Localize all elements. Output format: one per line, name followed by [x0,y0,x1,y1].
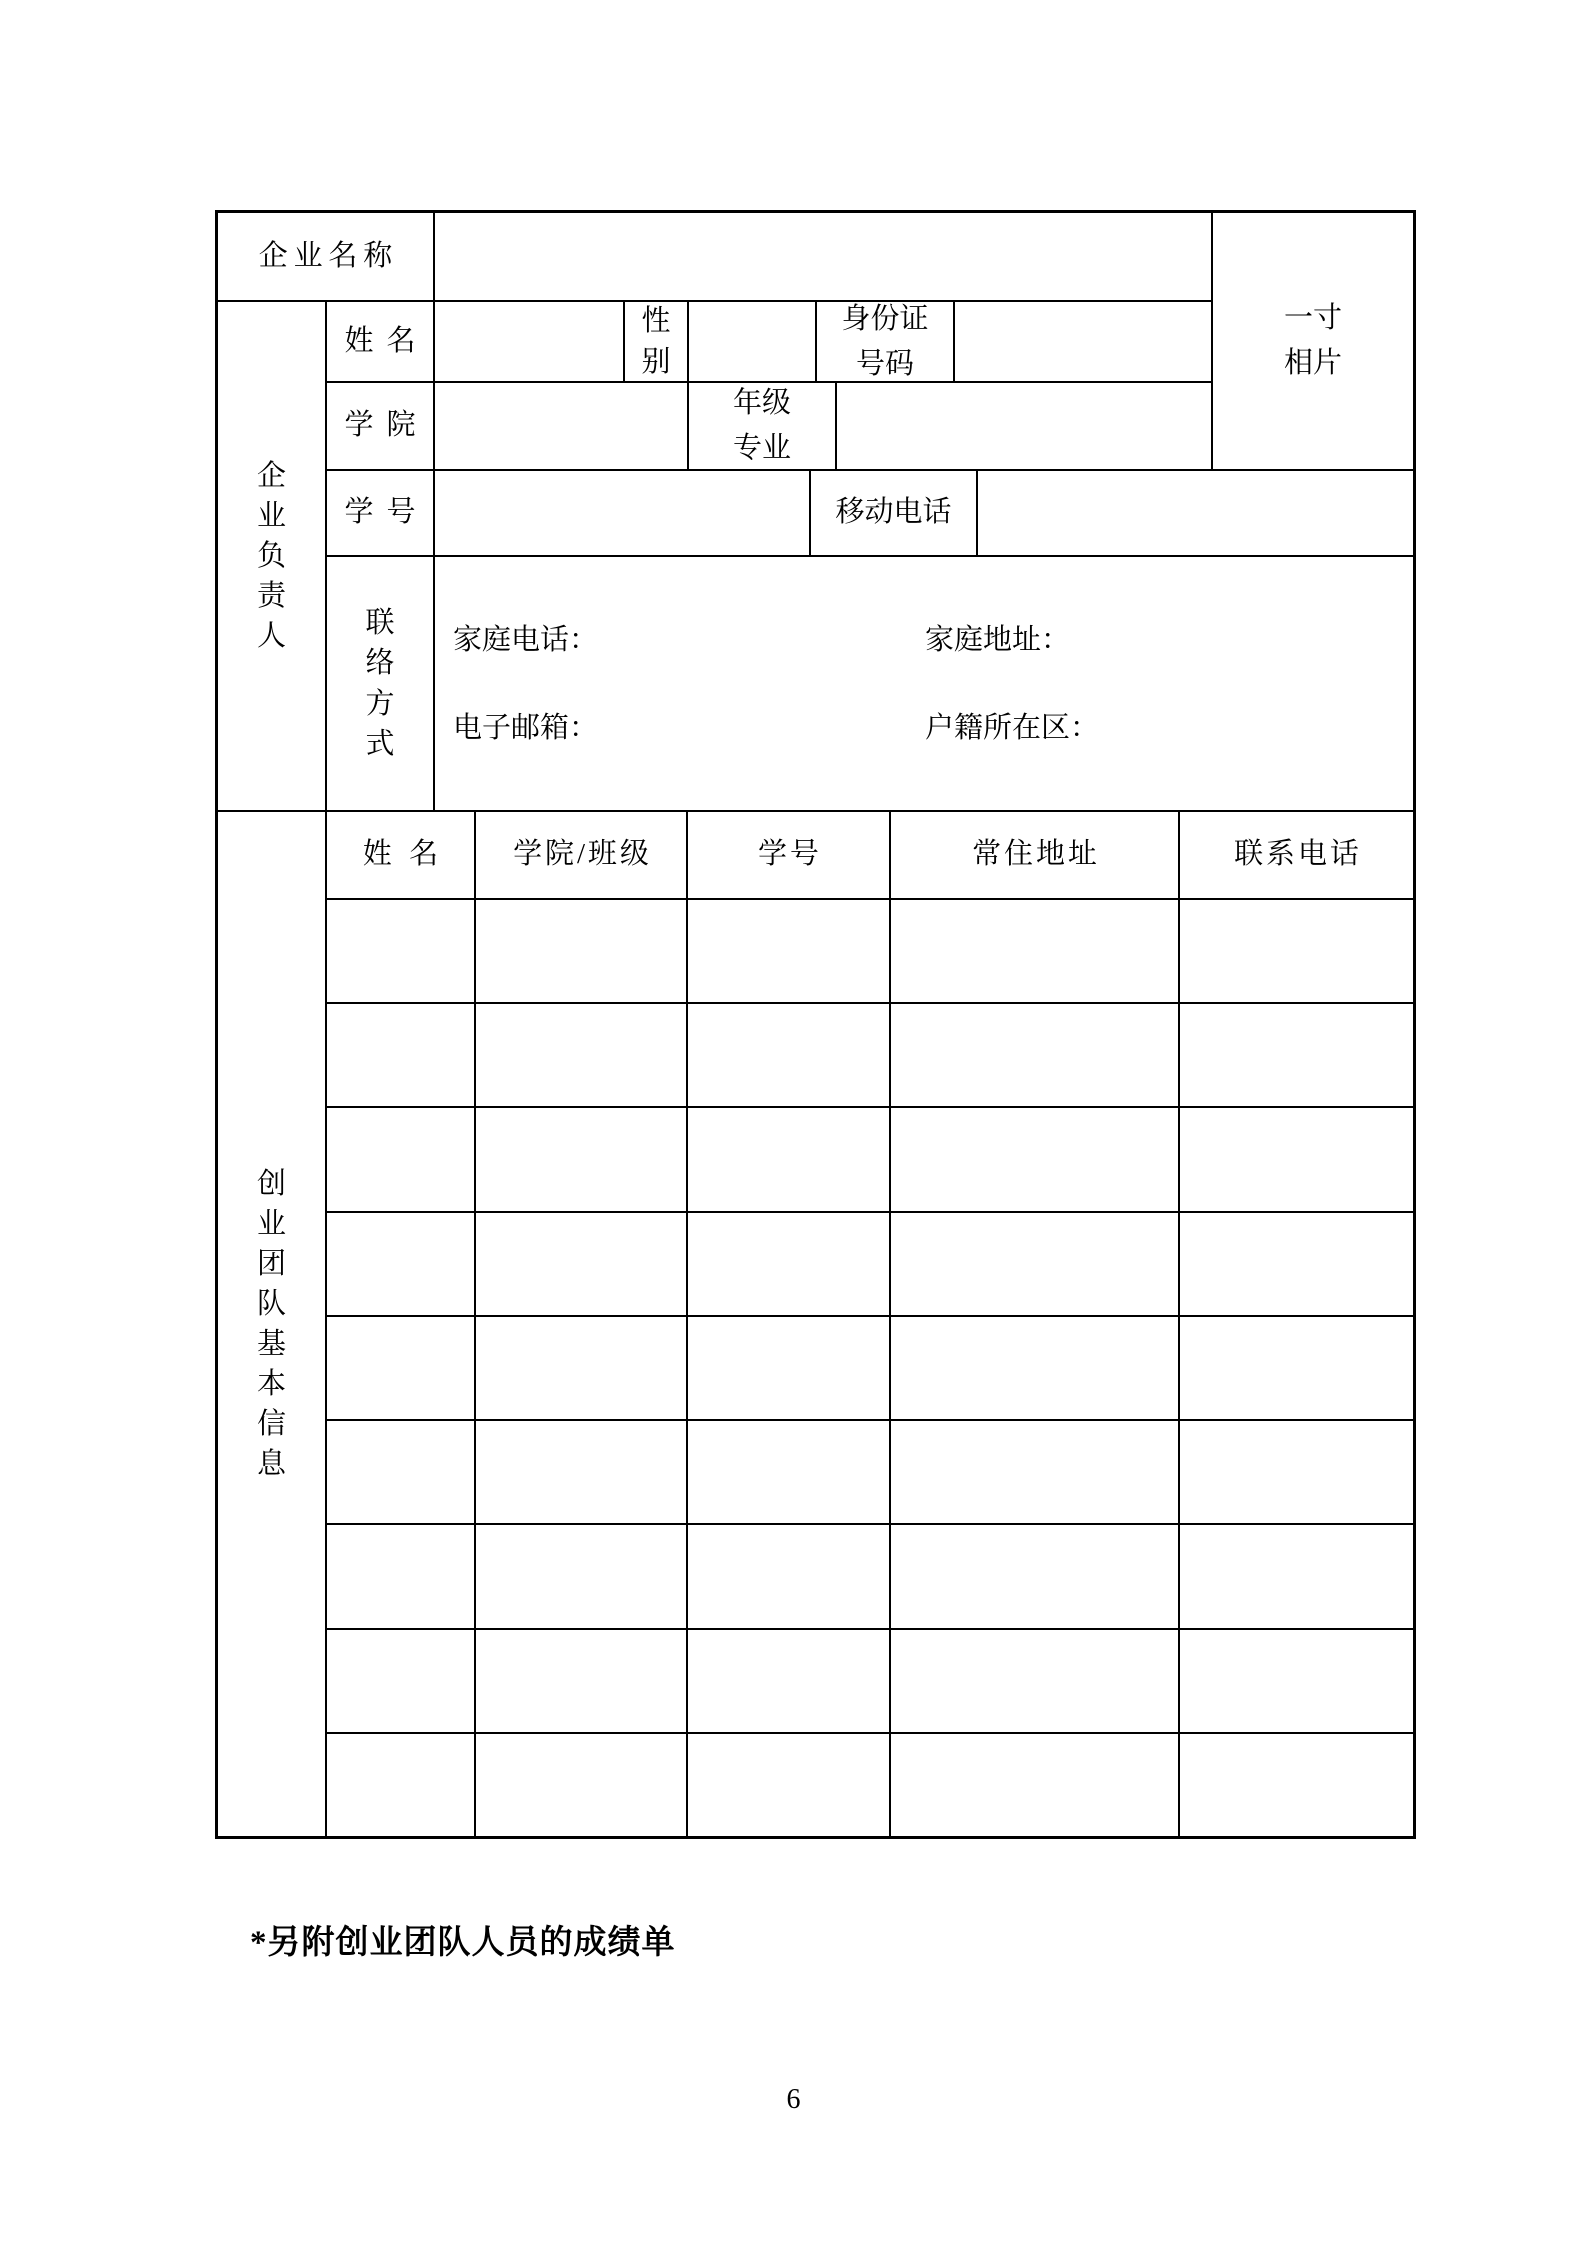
leader-id-label-cell [815,300,953,381]
team-header-phone: 联系电话 [1178,810,1413,898]
team-cell-r3-c1 [325,1106,474,1210]
leader-gender-field [687,300,815,381]
team-cell-r4-c2 [474,1211,686,1315]
leader-gender-label-cell [623,300,687,381]
contact-line-1 [435,621,1413,659]
leader-contact-content [433,555,1413,810]
team-cell-r1-c2 [474,898,686,1002]
team-cell-r2-c3 [686,1002,889,1106]
team-cell-r6-c5 [1178,1419,1413,1523]
leader-mobile-field [976,469,1413,555]
team-cell-r6-c3 [686,1419,889,1523]
photo-cell [1211,213,1413,469]
team-cell-r5-c4 [889,1315,1178,1419]
team-cell-r9-c3 [686,1732,889,1836]
team-cell-r7-c4 [889,1523,1178,1627]
team-cell-r4-c5 [1178,1211,1413,1315]
leader-college-field [433,381,687,469]
application-form-table [215,210,1416,1839]
team-cell-r9-c4 [889,1732,1178,1836]
team-header-college-class: 学院/班级 [474,810,686,898]
team-section-label-cell [218,810,325,1836]
leader-grade-major-label-cell [687,381,835,469]
home-phone-label: 家庭电话： [453,623,599,656]
team-cell-r7-c2 [474,1523,686,1627]
team-cell-r2-c2 [474,1002,686,1106]
photo-label: 一寸相片 [1283,302,1342,379]
team-cell-r5-c3 [686,1315,889,1419]
team-cell-r3-c5 [1178,1106,1413,1210]
company-name-field [433,213,1211,300]
team-cell-r8-c5 [1178,1628,1413,1732]
leader-gender-label: 性别 [641,305,671,378]
leader-contact-label-cell [325,555,433,810]
team-cell-r7-c1 [325,1523,474,1627]
leader-student-id-label: 学号 [325,469,433,555]
team-cell-r3-c4 [889,1106,1178,1210]
team-cell-r8-c1 [325,1628,474,1732]
leader-grade-major-field [835,381,1211,469]
leader-name-field [433,300,623,381]
registered-district-label: 户籍所在区： [925,711,1100,744]
team-cell-r3-c2 [474,1106,686,1210]
company-name-label: 企业名称 [258,239,398,272]
team-cell-r1-c3 [686,898,889,1002]
team-header-address: 常住地址 [889,810,1178,898]
team-section-label: 创业团队基本信息 [256,1167,286,1481]
team-cell-r3-c3 [686,1106,889,1210]
page-number: 6 [786,2084,801,2115]
team-header-name: 姓名 [325,810,474,898]
home-address-label: 家庭地址： [925,623,1071,656]
team-cell-r2-c1 [325,1002,474,1106]
team-cell-r5-c1 [325,1315,474,1419]
team-cell-r6-c1 [325,1419,474,1523]
team-cell-r2-c4 [889,1002,1178,1106]
leader-mobile-label: 移动电话 [809,469,976,555]
team-cell-r2-c5 [1178,1002,1413,1106]
team-cell-r9-c1 [325,1732,474,1836]
team-cell-r1-c1 [325,898,474,1002]
leader-grade-major-label: 年级专业 [732,387,791,464]
team-cell-r8-c4 [889,1628,1178,1732]
team-cell-r5-c5 [1178,1315,1413,1419]
contact-line-2 [435,709,1413,747]
team-cell-r1-c4 [889,898,1178,1002]
team-cell-r9-c5 [1178,1732,1413,1836]
team-cell-r6-c4 [889,1419,1178,1523]
team-cell-r7-c3 [686,1523,889,1627]
team-cell-r6-c2 [474,1419,686,1523]
team-cell-r4-c4 [889,1211,1178,1315]
team-cell-r1-c5 [1178,898,1413,1002]
team-cell-r5-c2 [474,1315,686,1419]
leader-section-label: 企业负责人 [256,459,286,653]
attachment-note: *另附创业团队人员的成绩单 [250,1925,676,1961]
leader-section-label-cell [218,300,325,810]
team-grid [325,898,1413,1836]
leader-contact-label: 联络方式 [365,607,395,760]
team-cell-r7-c5 [1178,1523,1413,1627]
leader-id-field [953,300,1211,381]
leader-student-id-field [433,469,809,555]
team-cell-r9-c2 [474,1732,686,1836]
leader-id-label: 身份证号码 [841,302,929,380]
leader-name-label: 姓名 [325,300,433,381]
team-header-student-id: 学号 [686,810,889,898]
leader-college-label: 学院 [325,381,433,469]
team-cell-r8-c3 [686,1628,889,1732]
team-cell-r8-c2 [474,1628,686,1732]
email-label: 电子邮箱： [453,711,599,744]
team-cell-r4-c3 [686,1211,889,1315]
team-cell-r4-c1 [325,1211,474,1315]
